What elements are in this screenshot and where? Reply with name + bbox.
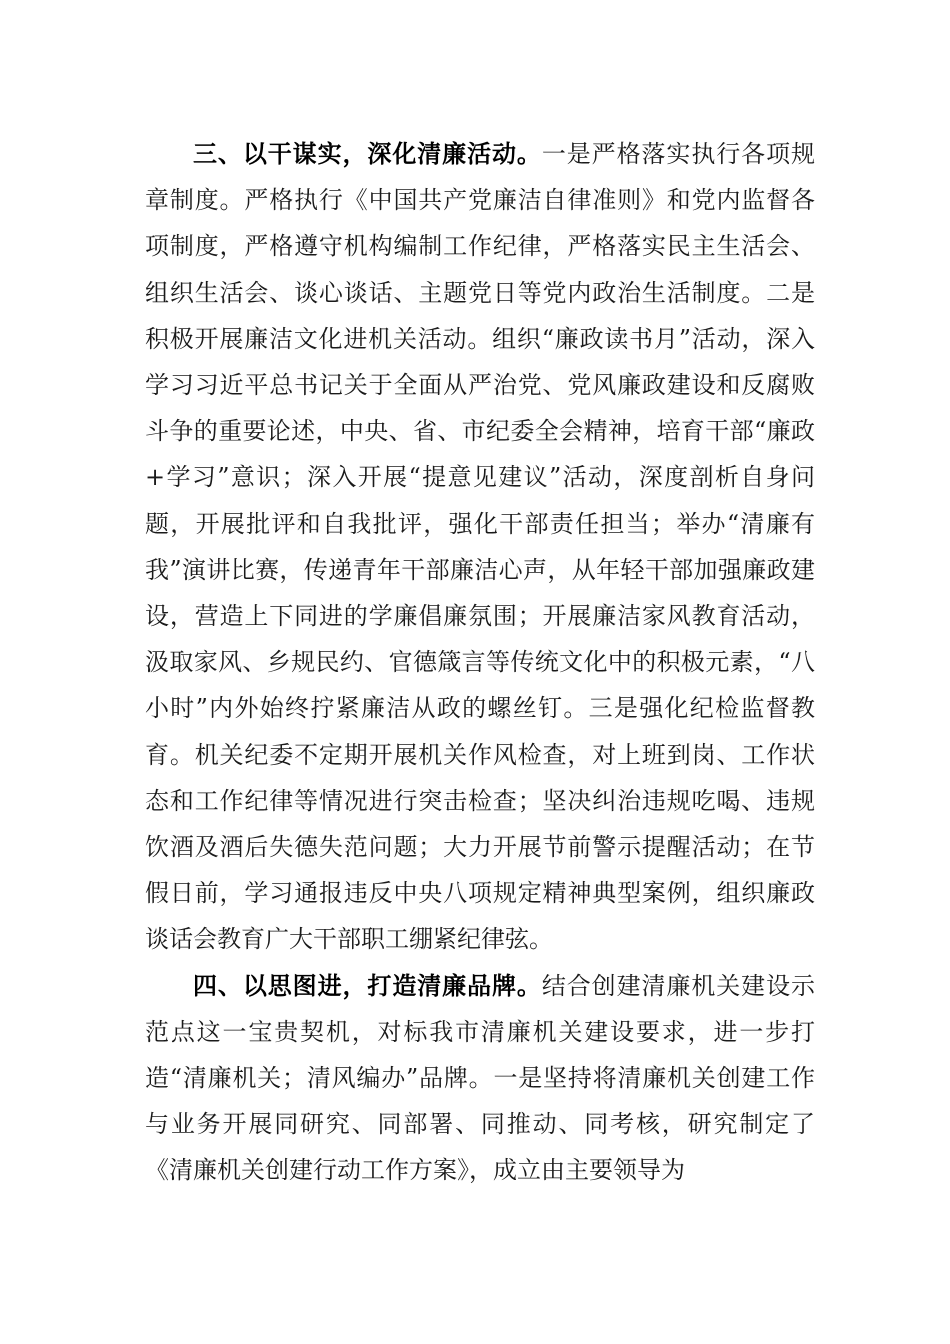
document-body — [145, 131, 815, 1194]
section-four-body: 结合创建清廉机关建设示范点这一宝贵契机，对标我市清廉机关建设要求，进一步打造“清廉机关；清风编办”品牌。一是坚持将清廉机关创建工作与业务开展同研究、同部署、同推动、同考核，研究制定了《清廉机关创建行动工作方案》，成立由主要领导为 — [145, 971, 816, 1185]
paragraph-section-four — [145, 963, 815, 1194]
section-four-heading: 四、以思图进，打造清廉品牌。 — [193, 971, 542, 1000]
section-three-body: 一是严格落实执行各项规章制度。严格执行《中国共产党廉洁自律准则》和党内监督各项制度，严格遵守机构编制工作纪律，严格落实民主生活会、组织生活会、谈心谈话、主题党日等党内政治生活制度。二是积极开展廉洁文化进机关活动。组织“廉政读书月”活动，深入学习习近平总书记关于全面从严治党、党风廉政建设和反腐败斗争的重要论述，中央、省、市纪委全会精神，培育干部“廉政+学习”意识；深入开展“提意见建议”活动，深度剖析自身问题，开展批评和自我批评，强化干部责任担当；举办“清廉有我”演讲比赛，传递青年干部廉洁心声，从年轻干部加强廉政建设，营造上下同进的学廉倡廉氛围；开展廉洁家风教育活动，汲取家风、乡规民约、官德箴言等传统文化中的积极元素，“八小时”内外始终拧紧廉洁从政的螺丝钉。三是强化纪检监督教育。机关纪委不定期开展机关作风检查，对上班到岗、工作状态和工作纪律等情况进行突击检查；坚决纠治违规吃喝、违规饮酒及酒后失德失范问题；大力开展节前警示提醒活动；在节假日前，学习通报违反中央八项规定精神典型案例，组织廉政谈话会教育广大干部职工绷紧纪律弦。 — [145, 140, 816, 954]
section-three-heading: 三、以干谋实，深化清廉活动。 — [193, 140, 542, 168]
paragraph-section-three — [145, 131, 815, 963]
